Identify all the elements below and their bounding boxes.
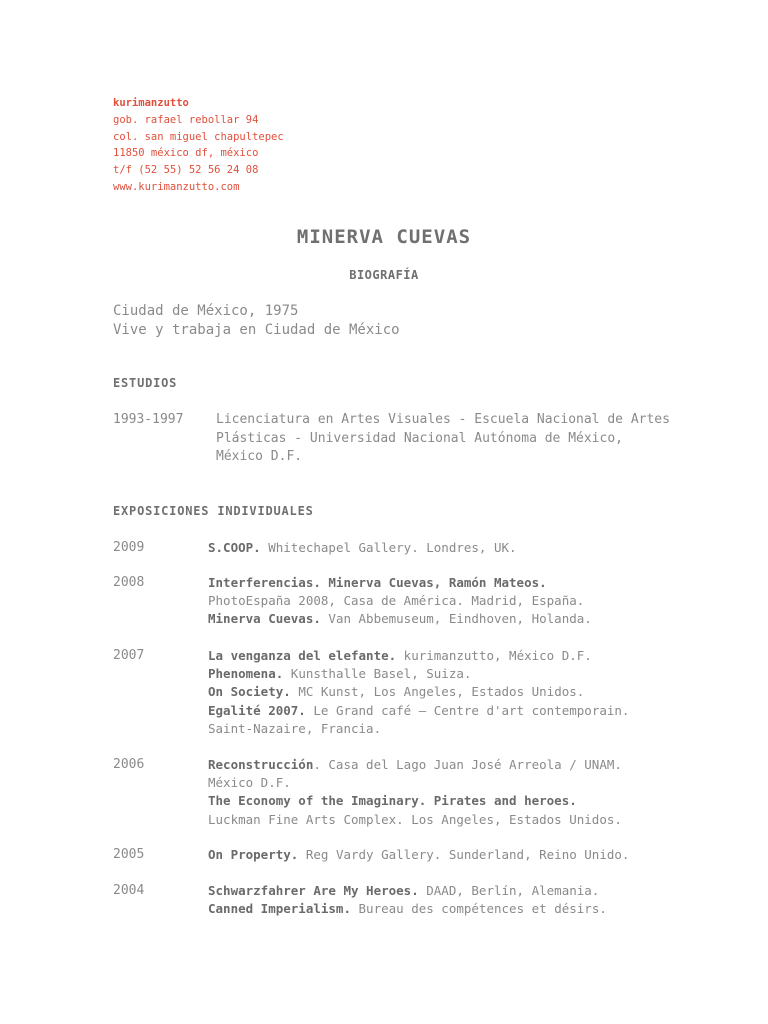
exhibition-entry (208, 702, 678, 720)
exhibition-title: Phenomena. (208, 666, 284, 682)
exhibition-title: La venganza del elefante. (208, 648, 397, 663)
gallery-address-street: gob. rafael rebollar 94 (113, 113, 259, 126)
exhibition-venue: kurimanzutto, México D.F. (396, 648, 592, 663)
exhibition-venue: Le Grand café – Centre d'art contemporain. (305, 702, 630, 718)
exhibition-entries (208, 882, 678, 918)
gallery-website: www.kurimanzutto.com (113, 180, 240, 193)
exhibition-title: On Society. (208, 684, 291, 700)
gallery-address-colony: col. san miguel chapultepec (113, 130, 284, 143)
studies-heading: ESTUDIOS (113, 376, 178, 390)
gallery-phone: t/f (52 55) 52 56 24 08 (113, 164, 259, 177)
exhibition-entry (208, 610, 678, 628)
exhibition-entries (208, 846, 678, 864)
gallery-letterhead (113, 95, 284, 196)
exhibition-venue: MC Kunst, Los Angeles, Estados Unidos. (290, 684, 585, 700)
exhibition-venue-line: PhotoEspaña 2008, Casa de América. Madrid, España. (208, 593, 585, 609)
exhibition-entry (208, 539, 678, 557)
exhibition-year: 2005 (113, 847, 145, 862)
exhibition-year: 2009 (113, 540, 145, 555)
exhibition-entry (208, 882, 678, 900)
exhibition-entry (208, 792, 678, 810)
bio-block (113, 302, 400, 339)
exhibition-entries (208, 574, 678, 629)
exhibition-entries (208, 539, 678, 557)
exhibition-entry (208, 574, 678, 592)
exhibition-entries (208, 756, 678, 829)
exhibition-venue: Van Abbemuseum, Eindhoven, Holanda. (320, 611, 592, 627)
exhibition-venue: . Casa del Lago Juan José Arreola / UNAM. (313, 757, 622, 772)
exhibition-entry (208, 900, 678, 918)
exhibition-year: 2007 (113, 648, 145, 663)
artist-name: MINERVA CUEVAS (296, 226, 472, 248)
bio-residence: Vive y trabaja en Ciudad de México (113, 321, 400, 338)
exhibition-venue: Bureau des compétences et désirs. (351, 901, 607, 917)
exhibition-title: Minerva Cuevas. (208, 611, 321, 627)
exhibition-venue: DAAD, Berlín, Alemania. (418, 883, 600, 898)
exhibition-entry (208, 846, 678, 864)
exhibition-entry (208, 665, 678, 683)
studies-description: Licenciatura en Artes Visuales - Escuela Nacional de Artes Plásticas - Universidad Nacional Autónoma de México, México D.F. (216, 412, 670, 464)
exhibition-venue: Whitechapel Gallery. Londres, UK. (260, 540, 517, 555)
exhibition-venue-line: Luckman Fine Arts Complex. Los Angeles, Estados Unidos. (208, 811, 622, 827)
exhibition-title: Interferencias. Minerva Cuevas, Ramón Mateos. (208, 575, 547, 590)
bio-birth: Ciudad de México, 1975 (113, 303, 299, 319)
document-title: BIOGRAFÍA (349, 268, 419, 282)
exhibition-title: Canned Imperialism. (208, 901, 351, 917)
exhibition-title: The Economy of the Imaginary. Pirates and heroes. (208, 793, 577, 809)
exhibition-title: S.COOP. (208, 540, 261, 555)
exhibition-venue: Kunsthalle Basel, Suiza. (283, 666, 472, 682)
exhibition-year: 2008 (113, 575, 145, 590)
gallery-address-city: 11850 méxico df, méxico (113, 147, 259, 160)
exhibition-title: Schwarzfahrer Are My Heroes. (208, 883, 419, 898)
exhibition-venue: Reg Vardy Gallery. Sunderland, Reino Unido. (298, 847, 630, 862)
studies-year: 1993-1997 (113, 412, 184, 427)
exhibition-year: 2006 (113, 757, 145, 772)
exhibitions-heading: EXPOSICIONES INDIVIDUALES (113, 504, 314, 518)
exhibition-title: On Property. (208, 847, 299, 862)
exhibition-title: Egalité 2007. (208, 702, 306, 718)
exhibition-entry (208, 647, 678, 665)
exhibition-year: 2004 (113, 883, 145, 898)
exhibition-venue-line: Saint-Nazaire, Francia. (208, 720, 382, 736)
exhibition-entry (208, 756, 678, 774)
gallery-name: kurimanzutto (113, 97, 189, 109)
exhibition-title: Reconstrucción (208, 757, 314, 772)
exhibition-venue-line: México D.F. (208, 775, 291, 791)
exhibition-entries (208, 647, 678, 738)
exhibition-entry (208, 683, 678, 701)
